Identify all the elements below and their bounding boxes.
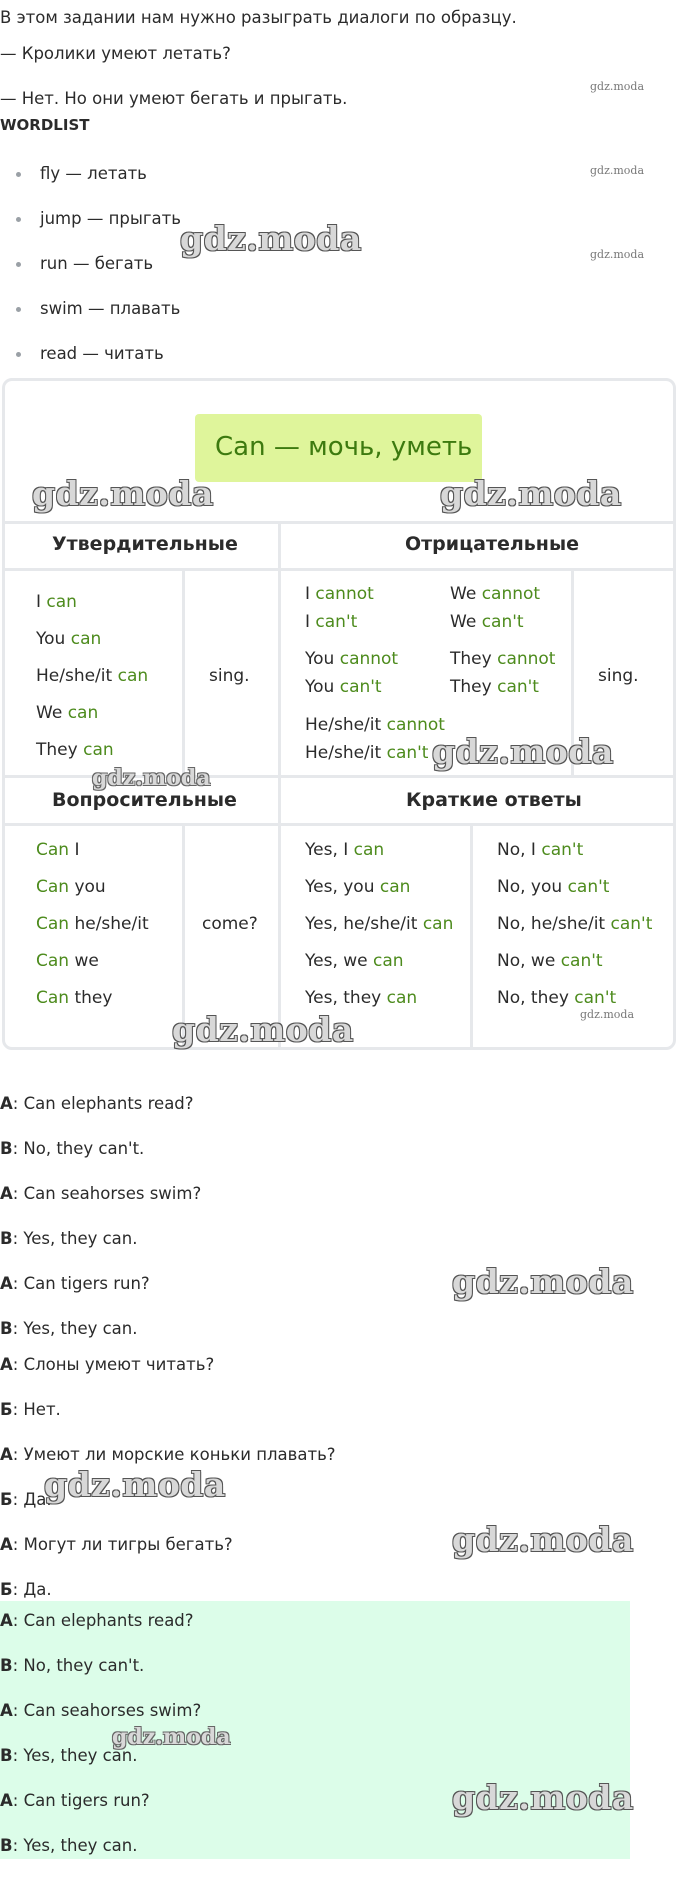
dialog-line: A: Can seahorses swim? bbox=[0, 1701, 202, 1720]
watermark: gdz.moda bbox=[112, 1724, 231, 1750]
bullet-icon bbox=[16, 262, 21, 267]
intro-question: — Кролики умеют летать? bbox=[0, 44, 231, 63]
table-row: He/she/it can bbox=[36, 666, 149, 686]
sing-label: sing. bbox=[209, 666, 250, 686]
table-row: Yes, he/she/it can bbox=[305, 914, 454, 934]
divider bbox=[278, 521, 281, 1050]
watermark: gdz.moda bbox=[452, 1778, 634, 1817]
dialog-line: B: No, they can't. bbox=[0, 1139, 145, 1158]
table-row: I can bbox=[36, 592, 77, 612]
table-row: We cannot bbox=[450, 584, 541, 604]
table-row: Yes, you can bbox=[305, 877, 411, 897]
header-affirmative: Утвердительные bbox=[52, 533, 238, 555]
dialog-line: A: Can tigers run? bbox=[0, 1274, 150, 1293]
divider bbox=[2, 521, 676, 524]
divider bbox=[470, 823, 473, 1050]
dialog-line: B: Yes, they can. bbox=[0, 1229, 138, 1248]
dialog-line: Б: Да. bbox=[0, 1580, 52, 1599]
intro-answer: — Нет. Но они умеют бегать и прыгать. bbox=[0, 89, 348, 108]
table-row: They can't bbox=[450, 677, 539, 697]
dialog-line: A: Can tigers run? bbox=[0, 1791, 150, 1810]
watermark: gdz.moda bbox=[44, 1465, 226, 1504]
table-row: Can you bbox=[36, 877, 106, 897]
table-row: He/she/it can't bbox=[305, 743, 429, 763]
dialog-line: B: Yes, they can. bbox=[0, 1746, 138, 1765]
watermark: gdz.moda bbox=[32, 474, 214, 513]
divider bbox=[2, 823, 676, 826]
table-row: Yes, we can bbox=[305, 951, 404, 971]
bullet-icon bbox=[16, 307, 21, 312]
dialog-line: B: Yes, they can. bbox=[0, 1836, 138, 1855]
table-row: No, I can't bbox=[497, 840, 584, 860]
list-item: fly — летать bbox=[0, 164, 181, 209]
wordlist bbox=[0, 164, 181, 389]
table-row: Can they bbox=[36, 988, 113, 1008]
watermark: gdz.moda bbox=[590, 248, 645, 261]
table-heading: Can — мочь, уметь bbox=[195, 414, 482, 482]
bullet-icon bbox=[16, 217, 21, 222]
watermark: gdz.moda bbox=[432, 732, 614, 771]
table-row: No, he/she/it can't bbox=[497, 914, 653, 934]
dialog-line: A: Can elephants read? bbox=[0, 1611, 194, 1630]
table-row: You cannot bbox=[305, 649, 399, 669]
header-short-answers: Краткие ответы bbox=[406, 789, 582, 811]
bullet-icon bbox=[16, 352, 21, 357]
watermark: gdz.moda bbox=[440, 474, 622, 513]
dialog-line: B: Yes, they can. bbox=[0, 1319, 138, 1338]
table-row: We can't bbox=[450, 612, 524, 632]
dialog-line: A: Can seahorses swim? bbox=[0, 1184, 202, 1203]
watermark: gdz.moda bbox=[180, 219, 362, 258]
table-row: Can he/she/it bbox=[36, 914, 149, 934]
header-questions: Вопросительные bbox=[52, 789, 237, 811]
bullet-icon bbox=[16, 172, 21, 177]
table-row: I cannot bbox=[305, 584, 374, 604]
header-negative: Отрицательные bbox=[405, 533, 580, 555]
table-row: No, we can't bbox=[497, 951, 603, 971]
divider bbox=[182, 568, 185, 775]
table-row: He/she/it cannot bbox=[305, 715, 445, 735]
table-row: They cannot bbox=[450, 649, 556, 669]
table-row: Yes, I can bbox=[305, 840, 385, 860]
wordlist-title: WORDLIST bbox=[0, 116, 90, 134]
dialog-line: А: Умеют ли морские коньки плавать? bbox=[0, 1445, 336, 1464]
table-row: They can bbox=[36, 740, 114, 760]
table-row: Can we bbox=[36, 951, 99, 971]
table-row: Yes, they can bbox=[305, 988, 418, 1008]
watermark: gdz.moda bbox=[172, 1010, 354, 1049]
dialog-line: А: Могут ли тигры бегать? bbox=[0, 1535, 233, 1554]
table-row: No, they can't bbox=[497, 988, 617, 1008]
table-row: I can't bbox=[305, 612, 358, 632]
watermark: gdz.moda bbox=[590, 164, 645, 177]
dialog-line: Б: Нет. bbox=[0, 1400, 61, 1419]
dialog-line: A: Can elephants read? bbox=[0, 1094, 194, 1113]
watermark: gdz.moda bbox=[452, 1520, 634, 1559]
dialog-line: Б: Да. bbox=[0, 1490, 52, 1509]
table-row: You can't bbox=[305, 677, 382, 697]
list-item: read — читать bbox=[0, 344, 181, 389]
list-item: swim — плавать bbox=[0, 299, 181, 344]
dialog-line: А: Слоны умеют читать? bbox=[0, 1355, 215, 1374]
table-row: You can bbox=[36, 629, 102, 649]
watermark: gdz.moda bbox=[590, 80, 645, 93]
watermark: gdz.moda bbox=[452, 1262, 634, 1301]
watermark: gdz.moda bbox=[92, 765, 211, 791]
list-item: jump — прыгать bbox=[0, 209, 181, 254]
watermark: gdz.moda bbox=[580, 1008, 635, 1021]
answer-box bbox=[0, 1601, 630, 1859]
intro-text: В этом задании нам нужно разыграть диалоги по образцу. bbox=[0, 8, 517, 27]
divider bbox=[2, 568, 676, 571]
table-row: No, you can't bbox=[497, 877, 610, 897]
table-row: We can bbox=[36, 703, 99, 723]
dialog-line: B: No, they can't. bbox=[0, 1656, 145, 1675]
table-row: Can I bbox=[36, 840, 80, 860]
come-label: come? bbox=[202, 914, 258, 934]
list-item: run — бегать bbox=[0, 254, 181, 299]
sing-label: sing. bbox=[598, 666, 639, 686]
